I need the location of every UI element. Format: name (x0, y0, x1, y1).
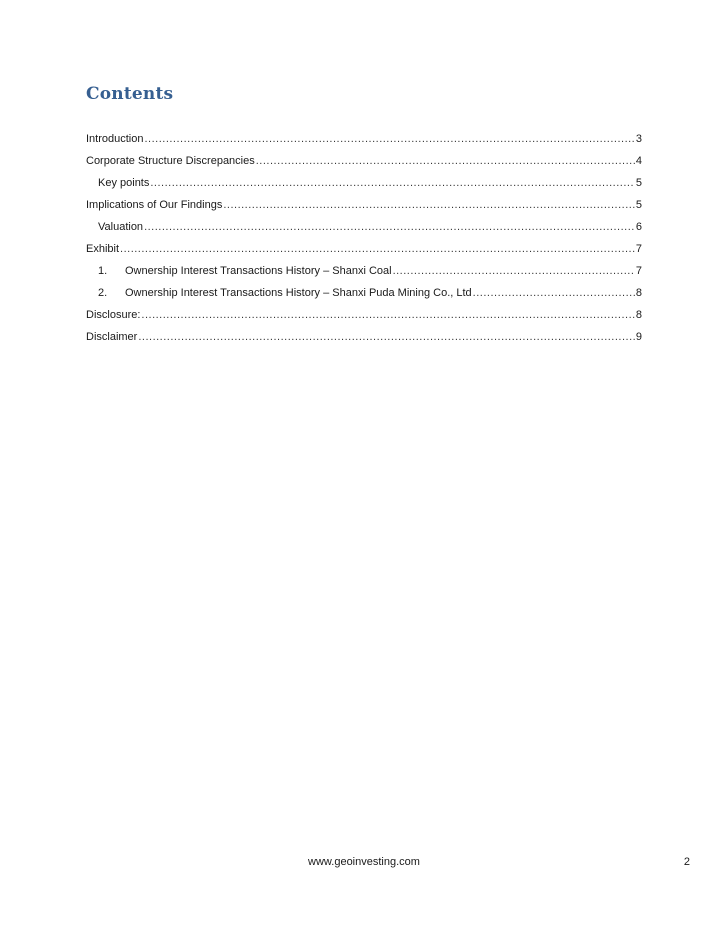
toc-entry-exhibit-1[interactable] (86, 260, 642, 282)
footer-url[interactable]: www.geoinvesting.com (308, 856, 420, 868)
toc-entry-page: 8 (635, 309, 642, 321)
toc-dot-leader (144, 128, 634, 150)
toc-entry-corporate-structure[interactable] (86, 150, 642, 172)
toc-dot-leader (223, 194, 635, 216)
toc-entry-page: 5 (635, 199, 642, 211)
toc-entry-disclaimer[interactable] (86, 326, 642, 348)
toc-entry-title: Introduction (86, 133, 144, 145)
table-of-contents (86, 128, 642, 348)
toc-dot-leader (473, 282, 635, 304)
toc-dot-leader (138, 326, 635, 348)
toc-entry-exhibit-2[interactable] (86, 282, 642, 304)
toc-entry-title: Disclosure: (86, 309, 141, 321)
toc-entry-valuation[interactable] (86, 216, 642, 238)
toc-entry-page: 7 (635, 265, 642, 277)
toc-entry-implications[interactable] (86, 194, 642, 216)
toc-entry-title: Disclaimer (86, 331, 138, 343)
toc-entry-page: 5 (635, 177, 642, 189)
toc-entry-number: 2. (98, 287, 108, 299)
toc-dot-leader (393, 260, 635, 282)
toc-entry-number: 1. (98, 265, 108, 277)
toc-entry-title: Exhibit (86, 243, 120, 255)
toc-dot-leader (256, 150, 635, 172)
toc-entry-disclosure[interactable] (86, 304, 642, 326)
toc-entry-title: Ownership Interest Transactions History – Shanxi Puda Mining Co., Ltd (125, 287, 472, 299)
toc-entry-title: Key points (98, 177, 150, 189)
toc-dot-leader (120, 238, 635, 260)
toc-dot-leader (144, 216, 635, 238)
toc-entry-title: Implications of Our Findings (86, 199, 223, 211)
toc-entry-title: Valuation (98, 221, 144, 233)
toc-entry-exhibit[interactable] (86, 238, 642, 260)
toc-dot-leader (150, 172, 635, 194)
toc-entry-title: Ownership Interest Transactions History – Shanxi Coal (125, 265, 392, 277)
toc-entry-title: Corporate Structure Discrepancies (86, 155, 255, 167)
toc-entry-page: 8 (635, 287, 642, 299)
toc-heading: Contents (86, 84, 174, 104)
toc-entry-page: 9 (635, 331, 642, 343)
toc-entry-introduction[interactable] (86, 128, 642, 150)
toc-entry-key-points[interactable] (86, 172, 642, 194)
toc-entry-page: 4 (635, 155, 642, 167)
toc-entry-page: 7 (635, 243, 642, 255)
toc-entry-page: 3 (635, 133, 642, 145)
toc-entry-page: 6 (635, 221, 642, 233)
toc-dot-leader (141, 304, 634, 326)
footer-page-number: 2 (683, 856, 690, 868)
